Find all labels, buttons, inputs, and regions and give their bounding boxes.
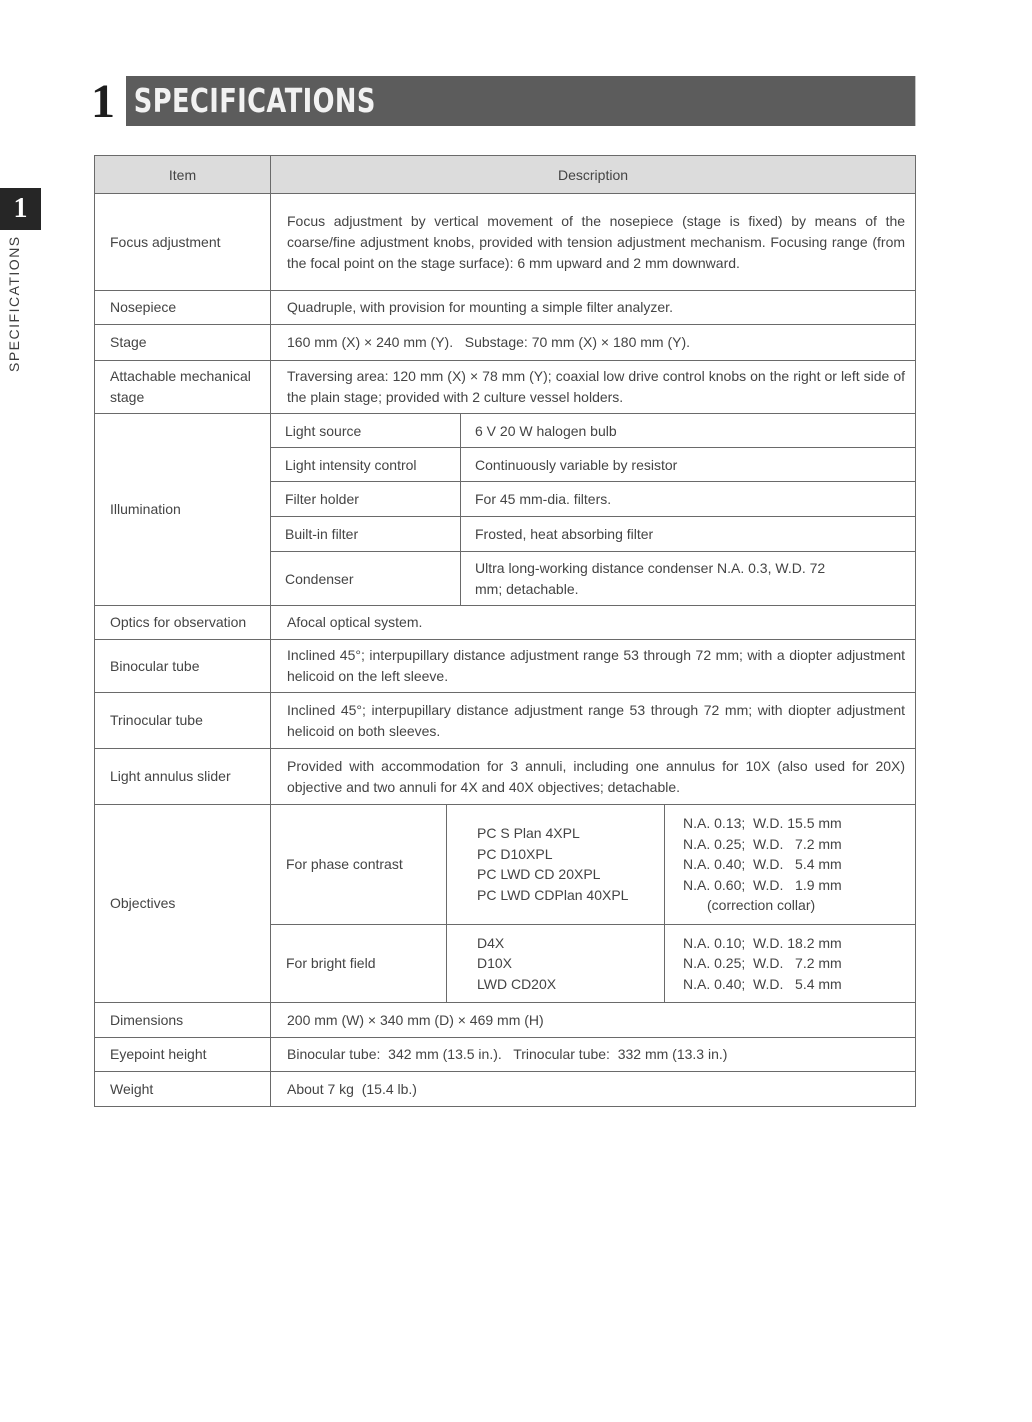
lens-name: PC D10XPL — [477, 845, 553, 862]
table-row — [95, 640, 916, 693]
table-row — [95, 749, 916, 805]
lens-name: PC S Plan 4XPL — [477, 825, 580, 842]
row-desc-annulus: Provided with accommodation for 3 annuli, including one annulus for 10X (also used for 20X) objective and two annuli for 4X and 40X objectives; detachable. — [271, 749, 916, 805]
column-header-description: Description — [271, 156, 916, 194]
illumination-value: For 45 mm-dia. filters. — [461, 482, 916, 517]
lens-spec: N.A. 0.13; W.D. 15.5 mm — [683, 815, 842, 831]
lens-spec-note: (correction collar) — [707, 897, 816, 913]
row-label-objectives: Objectives — [95, 805, 271, 1003]
page-title: SPECIFICATIONS — [126, 76, 915, 126]
objectives-bright-label: For bright field — [271, 924, 447, 1003]
row-desc-weight: About 7 kg (15.4 lb.) — [271, 1072, 916, 1107]
lens-name: D10X — [477, 955, 513, 971]
table-row — [95, 194, 916, 291]
table-row — [95, 414, 916, 448]
row-desc-optics: Afocal optical system. — [271, 606, 916, 640]
row-desc-binocular: Inclined 45°; interpupillary distance adjustment range 53 through 72 mm; with a diopter adjustment helicoid on the left sleeve. — [271, 640, 916, 693]
lens-spec: N.A. 0.25; W.D. 7.2 mm — [683, 955, 842, 971]
lens-name: PC LWD CDPlan 40XPL — [477, 886, 629, 903]
table-row — [95, 805, 916, 925]
lens-spec: N.A. 0.10; W.D. 18.2 mm — [683, 934, 842, 951]
illumination-name: Built-in filter — [271, 517, 461, 552]
lens-spec: N.A. 0.60; W.D. 1.9 mm — [683, 876, 842, 893]
row-label-weight: Weight — [95, 1072, 271, 1107]
lens-spec: N.A. 0.40; W.D. 5.4 mm — [683, 975, 842, 992]
table-row — [95, 1072, 916, 1107]
illumination-name: Light intensity control — [271, 448, 461, 482]
row-label-focus: Focus adjustment — [95, 194, 271, 291]
illumination-value: Ultra long-working distance condenser N.A. 0.3, W.D. 72 mm; detachable. — [461, 552, 916, 606]
row-label-dimensions: Dimensions — [95, 1003, 271, 1038]
objectives-bright-specs — [665, 924, 916, 1003]
row-desc-stage: 160 mm (X) × 240 mm (Y). Substage: 70 mm (X) × 180 mm (Y). — [271, 325, 916, 361]
row-label-optics: Optics for observation — [95, 606, 271, 640]
lens-spec: N.A. 0.25; W.D. 7.2 mm — [683, 835, 842, 852]
table-row — [95, 1003, 916, 1038]
row-label-nosepiece: Nosepiece — [95, 291, 271, 325]
row-desc-mechanical-stage: Traversing area: 120 mm (X) × 78 mm (Y); coaxial low drive control knobs on the right or left side of the plain stage; provided with 2 culture vessel holders. — [271, 361, 916, 414]
objectives-phase-specs — [665, 805, 916, 925]
row-label-annulus: Light annulus slider — [95, 749, 271, 805]
lens-name: D4X — [477, 934, 505, 951]
illumination-value: Frosted, heat absorbing filter — [461, 517, 916, 552]
illumination-name: Filter holder — [271, 482, 461, 517]
specifications-table — [94, 155, 916, 1107]
objectives-bright-lenses — [447, 924, 665, 1003]
row-desc-dimensions: 200 mm (W) × 340 mm (D) × 469 mm (H) — [271, 1003, 916, 1038]
row-desc-trinocular: Inclined 45°; interpupillary distance adjustment range 53 through 72 mm; with diopter adjustment helicoid on both sleeves. — [271, 693, 916, 749]
row-label-stage: Stage — [95, 325, 271, 361]
side-tab-number: 1 — [13, 193, 28, 224]
table-row — [95, 325, 916, 361]
table-row — [95, 361, 916, 414]
illumination-name: Light source — [271, 414, 461, 448]
table-row — [95, 693, 916, 749]
row-label-illumination: Illumination — [95, 414, 271, 606]
illumination-value: Continuously variable by resistor — [461, 448, 916, 482]
column-header-item: Item — [95, 156, 271, 194]
row-desc-eyepoint: Binocular tube: 342 mm (13.5 in.). Trinocular tube: 332 mm (13.3 in.) — [271, 1038, 916, 1072]
side-section-label: SPECIFICATIONS — [6, 235, 22, 372]
row-label-eyepoint: Eyepoint height — [95, 1038, 271, 1072]
row-label-binocular: Binocular tube — [95, 640, 271, 693]
objectives-phase-label: For phase contrast — [271, 805, 447, 925]
lens-spec: N.A. 0.40; W.D. 5.4 mm — [683, 856, 842, 872]
table-header-row — [95, 156, 916, 194]
table-row — [95, 1038, 916, 1072]
row-label-trinocular: Trinocular tube — [95, 693, 271, 749]
chapter-header — [88, 76, 915, 126]
table-row — [95, 291, 916, 325]
row-label-mechanical-stage: Attachable mechanical stage — [95, 361, 271, 414]
illumination-name: Condenser — [271, 552, 461, 606]
row-desc-focus: Focus adjustment by vertical movement of the nosepiece (stage is fixed) by means of the coarse/fine adjustment knobs, provided with tension adjustment mechanism. Focusing range (from the focal point on the stage surface): 6 mm upward and 2 mm downward. — [271, 194, 916, 291]
row-desc-nosepiece: Quadruple, with provision for mounting a simple filter analyzer. — [271, 291, 916, 325]
table-row — [95, 606, 916, 640]
chapter-number: 1 — [91, 75, 115, 128]
illumination-value: 6 V 20 W halogen bulb — [461, 414, 916, 448]
objectives-phase-lenses — [447, 805, 665, 925]
lens-name: LWD CD20X — [477, 975, 557, 992]
lens-name: PC LWD CD 20XPL — [477, 866, 601, 883]
